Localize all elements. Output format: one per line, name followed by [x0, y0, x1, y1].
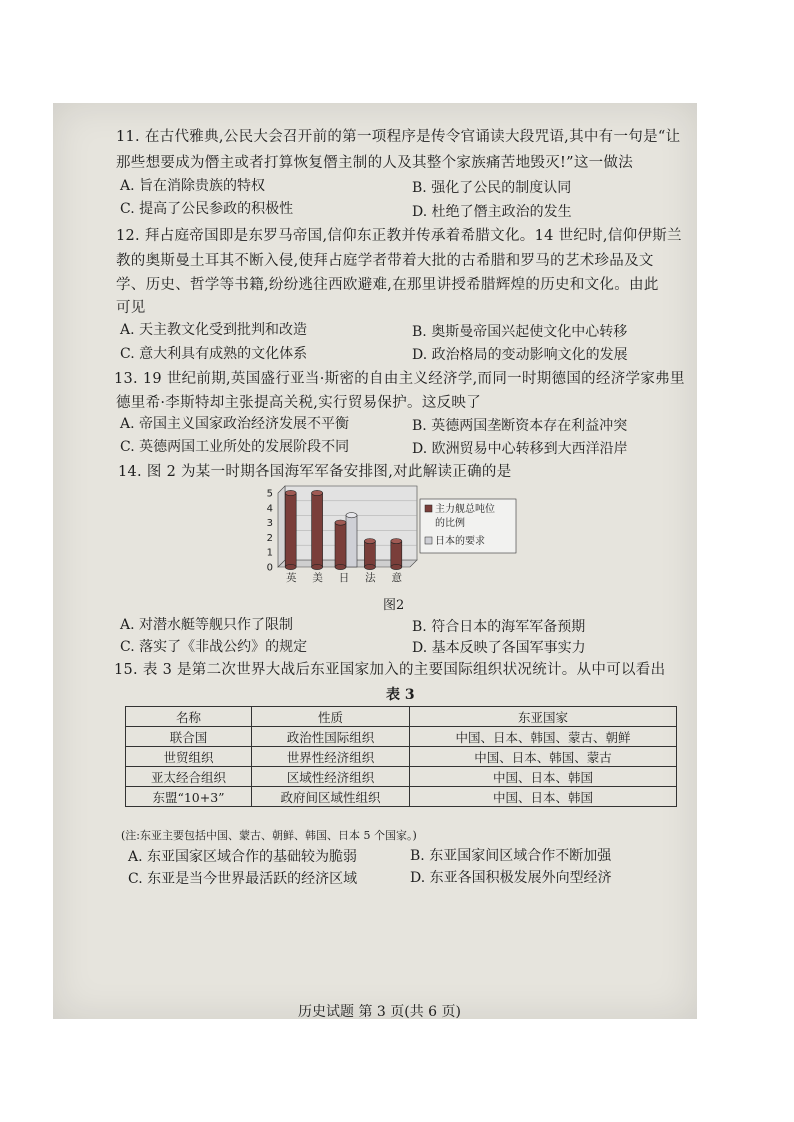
table-header-cell: 名称 — [126, 707, 252, 727]
x-tick-label: 意 — [391, 572, 403, 584]
y-tick-label: 4 — [266, 503, 273, 515]
table-cell: 世界性经济组织 — [252, 747, 410, 767]
legend-label-ratio: 主力舰总吨位 — [435, 504, 495, 515]
q14-option-a: A. 对潜水艇等舰只作了限制 — [120, 617, 294, 633]
bar-capital-ship-ratio-base — [335, 564, 346, 569]
bar-capital-ship-ratio — [312, 493, 323, 567]
q15-option-a: A. 东亚国家区域合作的基础较为脆弱 — [128, 849, 358, 865]
page-footer: 历史试题 第 3 页(共 6 页) — [298, 1004, 461, 1020]
q13-option-b: B. 英德两国垄断资本存在利益冲突 — [412, 418, 628, 434]
table-cell: 世贸组织 — [126, 747, 252, 767]
table-cell: 政府间区域性组织 — [252, 787, 410, 807]
chart-y-ticks — [267, 489, 273, 574]
bar-capital-ship-ratio-top — [364, 539, 375, 544]
bar-capital-ship-ratio — [335, 523, 346, 567]
q11-option-b: B. 强化了公民的制度认同 — [412, 180, 572, 196]
x-tick-label: 法 — [365, 572, 376, 584]
table-cell: 政治性国际组织 — [252, 727, 410, 747]
q11-option-a: A. 旨在消除贵族的特权 — [120, 178, 266, 194]
q13-stem-line1: 13. 19 世纪前期,英国盛行亚当·斯密的自由主义经济学,而同一时期德国的经济学家弗里 — [114, 371, 685, 387]
naval-armament-bar-chart — [260, 483, 520, 587]
q12-option-b: B. 奥斯曼帝国兴起使文化中心转移 — [412, 324, 628, 340]
q11-option-c: C. 提高了公民参政的积极性 — [120, 201, 294, 217]
q13-option-a: A. 帝国主义国家政治经济发展不平衡 — [120, 416, 350, 432]
table-cell: 中国、日本、韩国、蒙古、朝鲜 — [410, 727, 677, 747]
legend-label-ratio-cont: 的比例 — [435, 518, 465, 529]
table-header-cell: 东亚国家 — [410, 707, 677, 727]
q14-option-b: B. 符合日本的海军军备预期 — [412, 619, 586, 635]
q13-stem-line2: 德里希·李斯特却主张提高关税,实行贸易保护。这反映了 — [116, 395, 482, 411]
table-cell: 中国、日本、韩国、蒙古 — [410, 747, 677, 767]
q14-stem: 14. 图 2 为某一时期各国海军军备安排图,对此解读正确的是 — [118, 464, 512, 480]
y-tick-label: 1 — [266, 547, 273, 559]
bar-capital-ship-ratio-base — [364, 564, 375, 569]
q15-option-b: B. 东亚国家间区域合作不断加强 — [410, 848, 612, 864]
q13-option-c: C. 英德两国工业所处的发展阶段不同 — [120, 439, 350, 455]
bar-japan-request — [346, 515, 357, 567]
table-row — [126, 727, 677, 747]
q11-stem-line1: 11. 在古代雅典,公民大会召开前的第一项程序是传令官诵读大段咒语,其中有一句是“让 — [116, 129, 681, 145]
q12-option-d: D. 政治格局的变动影响文化的发展 — [412, 347, 628, 363]
bar-capital-ship-ratio-top — [312, 490, 323, 495]
q13-option-d: D. 欧洲贸易中心转移到大西洋沿岸 — [412, 441, 628, 457]
y-tick-label: 2 — [266, 532, 273, 544]
legend-label-japan: 日本的要求 — [435, 536, 485, 547]
table-row — [126, 787, 677, 807]
x-tick-label: 美 — [312, 572, 323, 584]
table-cell: 联合国 — [126, 727, 252, 747]
q12-option-c: C. 意大利具有成熟的文化体系 — [120, 346, 308, 362]
q14-option-c: C. 落实了《非战公约》的规定 — [120, 639, 308, 655]
legend-swatch-japan — [425, 537, 432, 544]
bar-capital-ship-ratio-base — [391, 564, 402, 569]
table-cell: 中国、日本、韩国 — [410, 787, 677, 807]
chart-legend — [420, 499, 516, 553]
chart-side-wall — [278, 486, 285, 567]
bar-capital-ship-ratio-top — [391, 539, 402, 544]
table-cell: 区域性经济组织 — [252, 767, 410, 787]
q12-stem-line3: 学、历史、哲学等书籍,纷纷逃往西欧避难,在那里讲授希腊辉煌的历史和文化。由此 — [116, 277, 659, 293]
y-tick-label: 5 — [266, 488, 273, 500]
q12-option-a: A. 天主教文化受到批判和改造 — [120, 322, 308, 338]
x-tick-label: 英 — [285, 572, 297, 584]
bar-capital-ship-ratio-base — [312, 564, 323, 569]
q15-option-c: C. 东亚是当今世界最活跃的经济区域 — [128, 871, 358, 887]
organization-table — [125, 706, 677, 807]
q12-stem-line1: 12. 拜占庭帝国即是东罗马帝国,信仰东正教并传承着希腊文化。14 世纪时,信仰伊斯兰 — [116, 228, 682, 244]
y-tick-label: 0 — [266, 562, 273, 574]
table-title: 表 3 — [386, 687, 415, 703]
legend-swatch-ratio — [425, 505, 432, 512]
table-note: (注:东亚主要包括中国、蒙古、朝鲜、韩国、日本 5 个国家。) — [121, 829, 417, 842]
q11-option-d: D. 杜绝了僭主政治的发生 — [412, 204, 572, 220]
table-cell: 中国、日本、韩国 — [410, 767, 677, 787]
table-row — [126, 767, 677, 787]
q12-stem-line2: 教的奥斯曼土耳其不断入侵,使拜占庭学者带着大批的古希腊和罗马的艺术珍品及文 — [116, 253, 654, 269]
x-tick-label: 日 — [338, 572, 350, 584]
bar-capital-ship-ratio-top — [285, 490, 296, 495]
table-cell: 亚太经合组织 — [126, 767, 252, 787]
table-row — [126, 747, 677, 767]
bar-capital-ship-ratio-base — [285, 564, 296, 569]
bar-capital-ship-ratio — [391, 541, 402, 567]
q15-option-d: D. 东亚各国积极发展外向型经济 — [410, 870, 612, 886]
q15-stem: 15. 表 3 是第二次世界大战后东亚国家加入的主要国际组织状况统计。从中可以看出 — [114, 662, 666, 678]
chart-x-ticks — [286, 571, 403, 584]
table-header-row — [126, 707, 677, 727]
bar-capital-ship-ratio — [285, 493, 296, 567]
table-cell: 东盟“10+3” — [126, 787, 252, 807]
figure-caption: 图2 — [383, 598, 405, 613]
table-header-cell: 性质 — [252, 707, 410, 727]
q11-stem-line2: 那些想要成为僭主或者打算恢复僭主制的人及其整个家族痛苦地毁灭!”这一做法 — [116, 155, 634, 171]
q12-stem-line4: 可见 — [116, 300, 146, 316]
bar-capital-ship-ratio — [364, 541, 375, 567]
q14-option-d: D. 基本反映了各国军事实力 — [412, 640, 586, 656]
y-tick-label: 3 — [266, 518, 273, 530]
bar-capital-ship-ratio-top — [335, 520, 346, 525]
bar-japan-request-top — [346, 513, 357, 518]
